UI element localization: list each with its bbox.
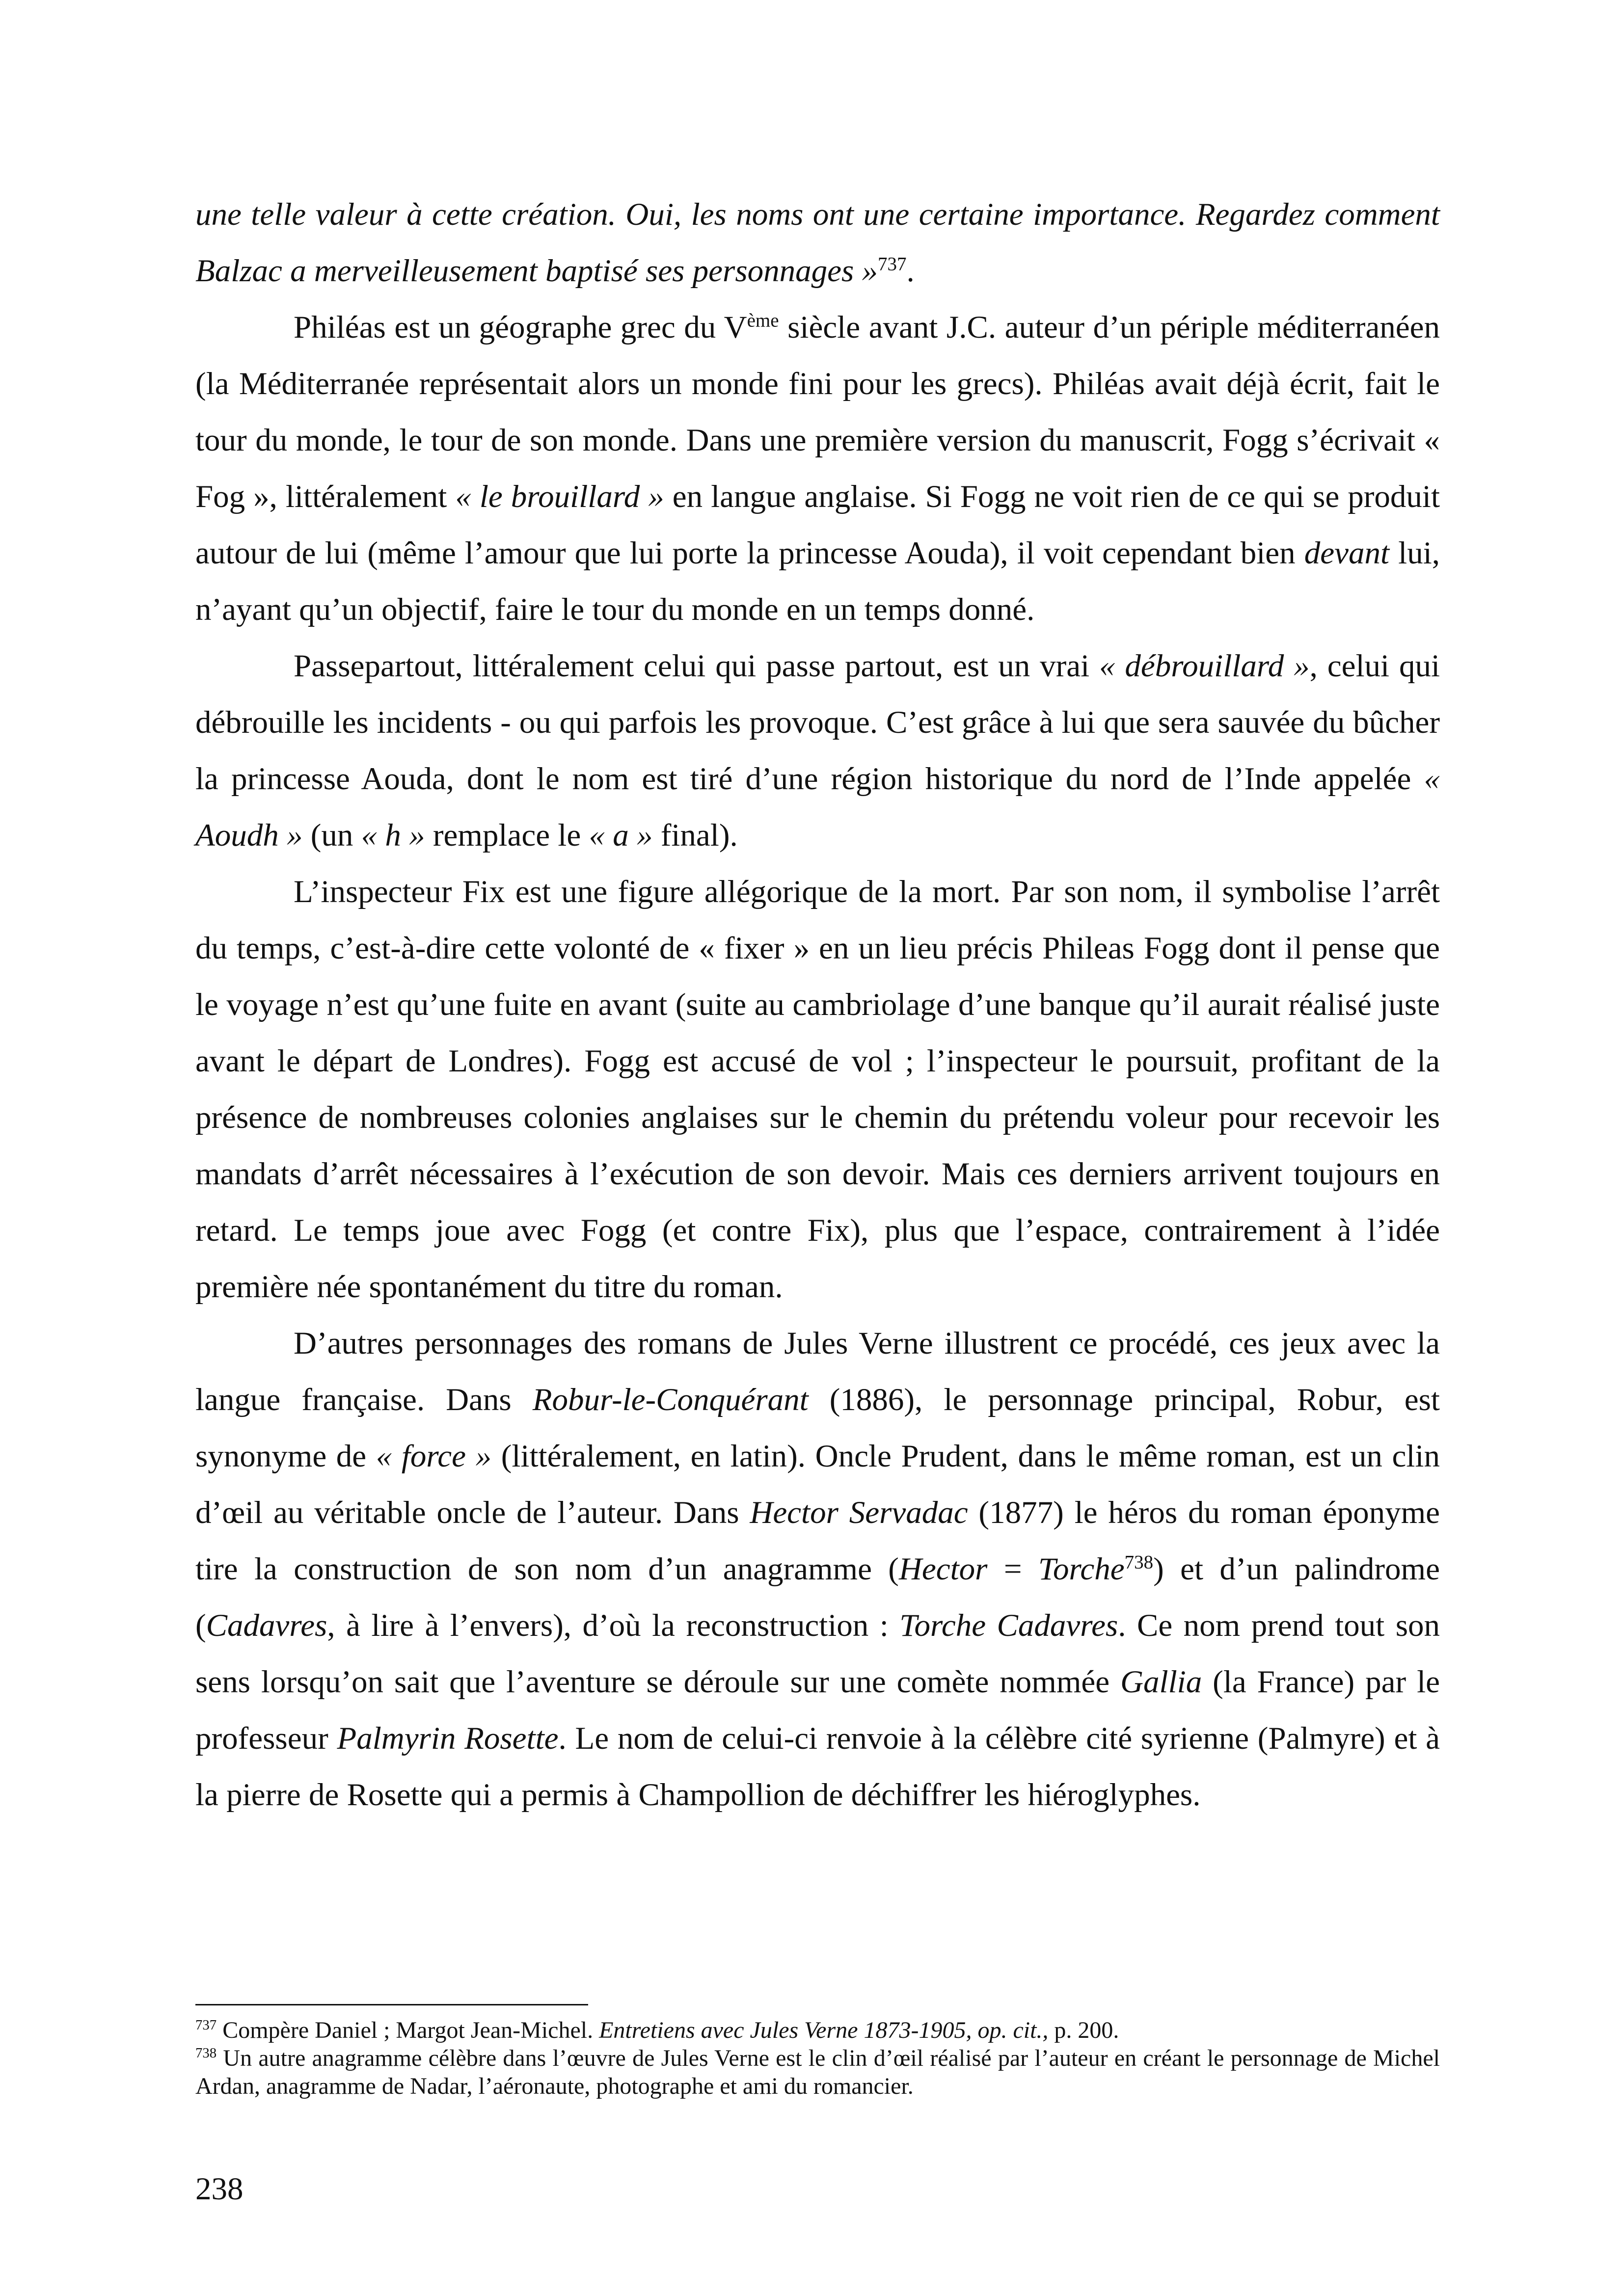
text-run: p. 200. — [1048, 2017, 1119, 2043]
text-run: , celui qui débrouille les incidents - ou qui parfois les provoque. C’est grâce à lui que sera sauvée du bûcher la princesse Aouda, dont le nom est tiré d’une région historique du nord de l’Inde appelée — [195, 648, 1440, 797]
text-run: Passepartout, littéralement celui qui passe partout, est un vrai — [294, 648, 1100, 684]
text-run: (1886), le personnage principal, Robur, est synonyme de — [195, 1382, 1440, 1474]
italic-text: une telle valeur à cette création. Oui, les noms ont une certaine importance. Regardez comment Balzac a merveilleusement baptisé ses personnages » — [195, 197, 1440, 289]
text-run: final). — [652, 818, 738, 853]
text-run: Compère Daniel ; Margot Jean-Michel. — [216, 2017, 599, 2043]
text-run: (la France) par le professeur — [195, 1664, 1440, 1756]
paragraph-phileas — [195, 299, 1440, 638]
text-run: = — [987, 1551, 1038, 1587]
text-run: remplace le — [425, 818, 589, 853]
text-run: . — [906, 253, 915, 289]
footnote-738 — [195, 2044, 1440, 2100]
italic-text: « Aoudh » — [195, 761, 1440, 853]
italic-text: « h » — [361, 818, 425, 853]
footnote-reference: 737 — [195, 2017, 217, 2033]
italic-text: « force » — [376, 1439, 492, 1474]
italic-text: Entretiens avec Jules Verne 1873-1905, op. cit., — [599, 2017, 1049, 2043]
text-run: (1877) le héros du roman éponyme tire la construction de son nom d’un anagramme ( — [195, 1495, 1440, 1587]
footnotes — [195, 2016, 1440, 2100]
text-run: D’autres personnages des romans de Jules Verne illustrent ce procédé, ces jeux avec la langue française. Dans — [195, 1326, 1440, 1417]
text-run: , à lire à l’envers), d’où la reconstruction : — [327, 1608, 900, 1643]
text-run: (un — [302, 818, 361, 853]
italic-text: Torche — [1038, 1551, 1125, 1587]
text-run: Un autre anagramme célèbre dans l’œuvre de Jules Verne est le clin d’œil réalisé par l’auteur en créant le personnage de Michel Ardan, anagramme de Nadar, l’aéronaute, photographe et ami du romancier. — [195, 2045, 1440, 2099]
footnote-reference: 738 — [1124, 1551, 1154, 1573]
text-run: lui, n’ayant qu’un objectif, faire le tour du monde en un temps donné. — [195, 535, 1440, 627]
text-run: ) et d’un palindrome ( — [195, 1551, 1440, 1643]
italic-text: « a » — [589, 818, 653, 853]
text-run: L’inspecteur Fix est une figure allégorique de la mort. Par son nom, il symbolise l’arrêt du temps, c’est-à-dire cette volonté de « fixer » en un lieu précis Phileas Fogg dont il pense que le voyage n’est qu’une fuite en avant (suite au cambriolage d’une banque qu’il aurait réalisé juste avant le départ de Londres). Fogg est accusé de vol ; l’inspecteur le poursuit, profitant de la présence de nombreuses colonies anglaises sur le chemin du prétendu voleur pour recevoir les mandats d’arrêt nécessaires à l’exécution de son devoir. Mais ces derniers arrivent toujours en retard. Le temps joue avec Fogg (et contre Fix), plus que l’espace, contrairement à l’idée première née spontanément du titre du roman. — [195, 874, 1440, 1305]
paragraph-passepartout — [195, 638, 1440, 864]
page-number: 238 — [195, 2171, 243, 2207]
text-run: . Le nom de celui-ci renvoie à la célèbre cité syrienne (Palmyre) et à la pierre de Rosette qui a permis à Champollion de déchiffrer les hiéroglyphes. — [195, 1721, 1440, 1813]
text-run: . Ce nom prend tout son sens lorsqu’on sait que l’aventure se déroule sur une comète nommée — [195, 1608, 1440, 1700]
footnote-separator — [195, 2004, 588, 2005]
text-run: Philéas est un géographe grec du V — [294, 310, 747, 345]
italic-text: Gallia — [1120, 1664, 1202, 1700]
italic-text: « le brouillard » — [455, 479, 664, 514]
body-text — [195, 187, 1440, 1823]
footnote-reference: 738 — [195, 2045, 217, 2061]
italic-text: Cadavres — [206, 1608, 327, 1643]
italic-text: « débrouillard » — [1099, 648, 1310, 684]
text-run: en langue anglaise. Si Fogg ne voit rien de ce qui se produit autour de lui (même l’amour que lui porte la princesse Aouda), il voit cependant bien — [195, 479, 1440, 571]
footnote-737 — [195, 2016, 1440, 2044]
italic-text: Palmyrin Rosette — [337, 1721, 559, 1756]
paragraph-quote-end — [195, 187, 1440, 299]
text-run: siècle avant J.C. auteur d’un périple méditerranéen (la Méditerranée représentait alors un monde fini pour les grecs). Philéas avait déjà écrit, fait le tour du monde, le tour de son monde. Dans une première version du manuscrit, Fogg s’écrivait « Fog », littéralement — [195, 310, 1440, 514]
italic-text: Robur-le-Conquérant — [532, 1382, 809, 1417]
text-run: (littéralement, en latin). Oncle Prudent, dans le même roman, est un clin d’œil au véritable oncle de l’auteur. Dans — [195, 1439, 1440, 1530]
italic-text: devant — [1304, 535, 1390, 571]
footnote-reference: ème — [747, 310, 779, 331]
italic-text: Hector — [898, 1551, 988, 1587]
italic-text: Hector Servadac — [750, 1495, 968, 1530]
footnote-reference: 737 — [878, 253, 907, 275]
paragraph-fix — [195, 864, 1440, 1315]
paragraph-other-characters — [195, 1315, 1440, 1823]
italic-text: Torche Cadavres — [899, 1608, 1118, 1643]
